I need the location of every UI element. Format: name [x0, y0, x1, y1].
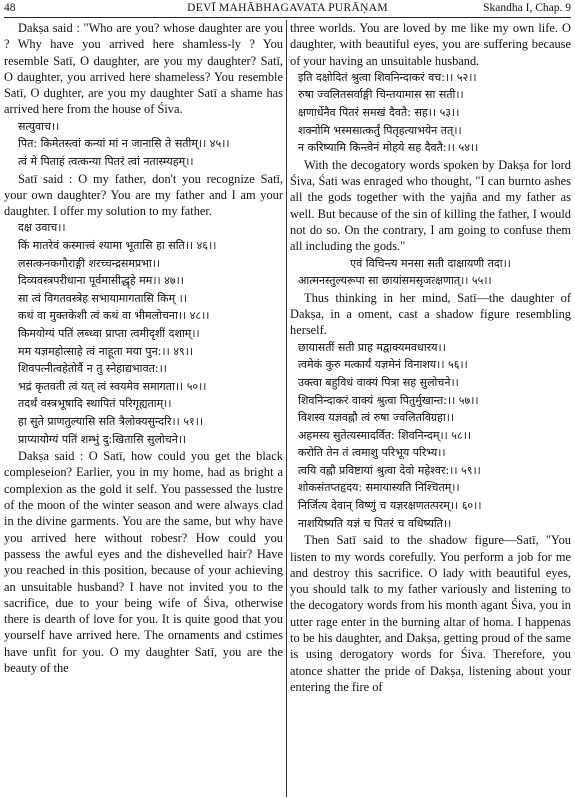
- verse-line: दक्ष उवाच।।: [18, 221, 66, 235]
- verse-line: निर्जित्य देवान् विष्णुं च यज्ञरक्षणतत्परम्।। ६०।।: [298, 499, 482, 513]
- verse-line: उक्त्वा बहुविधं वाक्यं पित्रा सह सुलोचने।।: [298, 375, 459, 389]
- right-verses-1: [290, 69, 571, 157]
- verse-line: तदर्थं वस्त्रभूषादि स्थापितं परिगृह्यताम्।।: [18, 397, 172, 411]
- right-verses-3: [290, 339, 571, 533]
- verse-line: विशस्व यज्ञवह्नौ त्वं रुषा ज्वलितविग्रहा।।: [298, 411, 455, 425]
- verse-line: शिवपत्नीत्वहेतोर्वै न तु स्नेहाद्यभावत:।।: [18, 362, 167, 376]
- verse-line: रुषा ज्वलितसर्वाङ्गी चिन्तयामास सा सती।।: [298, 88, 464, 102]
- right-paragraph-3: Thus thinking in her mind, Satī—the daughter of Dakṣa, in a oment, cast a shadow figure resembling herself.: [290, 290, 571, 338]
- verse-line: लसत्कनकगौराङ्गी शरच्चन्द्रसमप्रभा।।: [18, 256, 161, 270]
- right-column: [290, 20, 571, 695]
- verse-line: सत्युवाच।।: [18, 119, 60, 133]
- left-column: [4, 20, 283, 676]
- verse-line: करोति तेन तं त्वमाशु परिभूय परिभ्य।।: [298, 446, 446, 460]
- left-paragraph-2: Satī said : O my father, don't you recognize Satī, your own daughter? You are my father and I am your daughter. I offer my solution to my father.: [4, 171, 283, 219]
- verse-line: छायासतीं सती प्राह मद्वाक्यमवधारय।।: [298, 340, 446, 354]
- right-paragraph-1: three worlds. You are loved by me like my own life. O daughter, with beautiful eyes, you are suffering because of your having an unsuitable husband.: [290, 21, 571, 68]
- section-label: Skandha I, Chap. 9: [483, 2, 571, 14]
- verse-line: इति दक्षोदितं श्रुत्वा शिवनिन्दाकरं वच:।। ५२।।: [298, 70, 477, 84]
- verse-line: त्वमेकं कुरु मत्कार्यं यज्ञमेनं विनाशय।। ५६।।: [298, 358, 468, 372]
- verse-line: न करिष्यामि किन्त्वेनं मोहये सह दैवतै:।। ५४।।: [298, 141, 479, 155]
- book-title: DEVĪ MAHĀBHAGAVATA PURĀṆAM: [187, 2, 388, 14]
- verse-line: अहमस्य सुतेत्यस्मादर्वित: शिवनिन्दम्।। ५८।।: [298, 428, 472, 442]
- verse-line: शोकसंतप्तहृदय: समायास्यति निश्चितम्।।: [298, 481, 460, 495]
- right-paragraph-4: Then Satī said to the shadow figure—Satī, "You listen to my words corefully. You perform a job for me and destroy this sacrifice. O lady with beautiful eyes, you should talk to my father variously and listening to the decogatory words from his month agant Śiva, you in utter rage enter in the burning altar of homa. I happenas to be his daughter, and Dakṣa, getting proud of the same is using derogatory words for Śiva. Therefore, you atonce shatter the pride of Dakṣa, listening about your entering the fire of: [290, 533, 571, 694]
- verse-line: भद्रं कृतवती त्वं यत् त्वं स्वयमेव समागता।। ५०।।: [18, 379, 207, 393]
- verse-line: नाशयिष्यति यज्ञं च पितरं च वधिष्यति।।: [298, 516, 452, 530]
- page-number: 48: [4, 2, 16, 14]
- column-divider: [286, 20, 287, 797]
- verse-line: सा त्वं विगतवस्त्रेह सभायामागतासि किम् ।।: [18, 291, 188, 305]
- verse-line: मम यज्ञमहोत्साहे त्वं नाहूता मया पुन:।। ४९।।: [18, 344, 194, 358]
- verse-line: आत्मनस्तुल्यरूपा सा छायांसमसृजत्क्षणात्।। ५५।।: [298, 274, 492, 288]
- left-verses-1: [4, 118, 283, 171]
- running-header: [0, 0, 575, 17]
- right-verses-2: [290, 255, 571, 290]
- left-paragraph-1: Dakṣa said : "Who are you? whose daughter are you ? Why have you arrived here shamless-ly ? You resemble Satī, O daughter, are you my daughter? Satī, O daughter, you arrived here shameless? You resemble Satī, O dughter, are you my daughter Satī a shame has arrived here from the house of Śiva.: [4, 21, 283, 117]
- verse-line: त्वयि वह्नौ प्रविष्टायां श्रुत्वा देवो महेश्वर:।। ५९।।: [298, 463, 481, 477]
- verse-line: दिव्यवस्त्रपरीधाना पूर्वमासीद्धृहे मम।। ४७।।: [18, 274, 184, 288]
- verse-line: शिवनिन्दाकरं वाक्यं श्रुत्वा पितुर्मुखान्त:।। ५७।।: [298, 393, 479, 407]
- verse-line: हा सुते प्राणतुल्यासि सति त्रैलोक्यसुन्दरि।। ५१।।: [18, 414, 204, 428]
- verse-line: एवं विचिन्त्य मनसा सती दाक्षायणी तदा।।: [350, 256, 511, 270]
- verse-line: किं मातरेवं कस्मात्त्वं श्यामा भूतासि हा सति।। ४६।।: [18, 239, 217, 253]
- verse-line: किमयोग्यं पतिं लब्ध्वा प्राप्ता त्वमीदृशीं दशाम्।।: [18, 327, 200, 341]
- left-verses-2: [4, 219, 283, 448]
- verse-line: त्वं मे पिताहं त्वत्कन्या पितरं त्वां नतास्म्यहम्।।: [18, 154, 194, 168]
- verse-line: कथं वा मुक्तकेशी त्वं कथं वा भीमलोचना।। ४८।।: [18, 309, 210, 323]
- verse-line: शक्नोमि भस्मसात्कर्तुं पितृहत्याभयेन तत्।।: [298, 123, 462, 137]
- verse-line: प्राप्यायोग्यं पतिं शम्भुं दु:खितासि सुलोचने।।: [18, 432, 187, 446]
- verse-line: क्षणार्धेनैव पितरं समखं दैवतै: सह।। ५३।।: [298, 106, 460, 120]
- right-paragraph-2: With the decogatory words spoken by Dakṣa for lord Śiva, Śati was enraged who thought, "I can burnto ashes all the gods together with the yajña and my father as well. But because of the sin of killing the father, I would not do so. On the contrary, I am going to confuse them all including the gods.": [290, 157, 571, 254]
- verse-line: पित: किमेतस्त्वां कन्यां मां न जानासि ते सतीम्।। ४५।।: [18, 137, 230, 151]
- header-rule: [4, 17, 571, 18]
- left-paragraph-3: Dakṣa said : O Satī, how could you get the black compleseion? Earlier, you in my home, had as bright a complexion as the gold it self. You passessed the lustre of the moon of the winter season and were always clad in the divine garments. You are the same, but why have you arrived here without robesr? How could you passess the awful eyes and the dishevelled hair? Have you reached in this position, because of your achieving an unsuitable husband? I have not invited you to the sacrifice, due to your being wife of Śiva, otherwise there is dearth of love for you. It is quite good that you yourself have arrived here. The ornaments and cstimes have unfit for you. O my daughter Satī, you are the beauty of the: [4, 449, 283, 676]
